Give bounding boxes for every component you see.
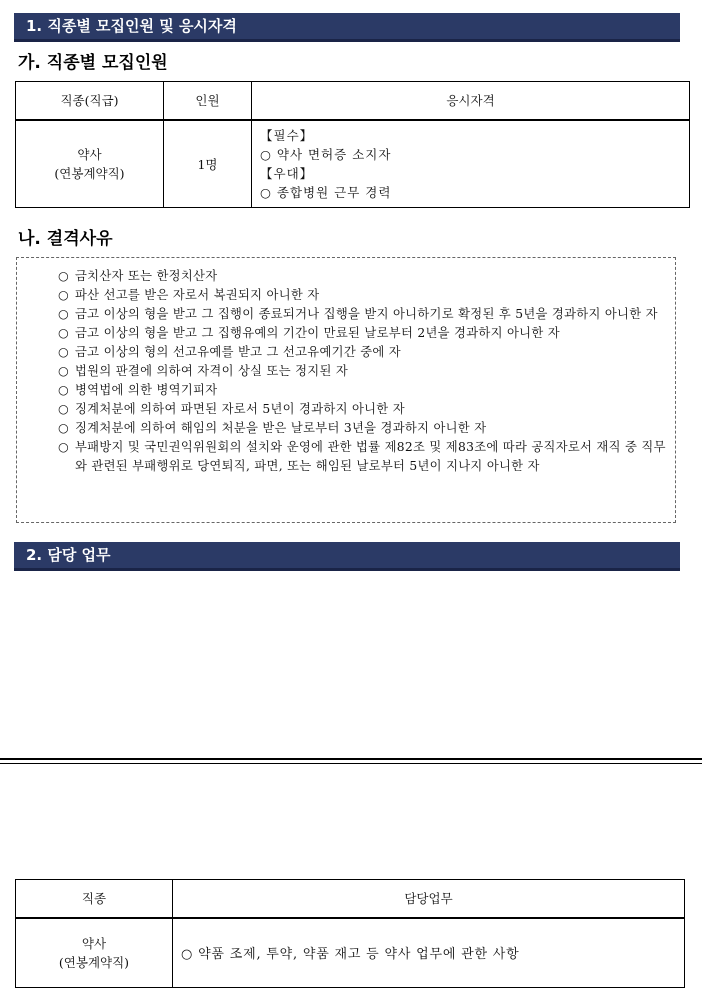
- page-break-rule-thin: [0, 763, 702, 764]
- count-cell: 1명: [164, 120, 252, 208]
- duty-cell: ○ 약품 조제, 투약, 약품 재고 등 약사 업무에 관한 사항: [173, 918, 685, 988]
- list-item: ○ 징계처분에 의하여 파면된 자로서 5년이 경과하지 아니한 자: [58, 402, 405, 416]
- list-item: ○ 징계처분에 의하여 해임의 처분을 받은 날로부터 3년을 경과하지 아니한 자: [58, 421, 487, 435]
- subsection-b-title: 나. 결격사유: [18, 229, 113, 249]
- required-item: ○ 약사 면허증 소지자: [260, 146, 392, 162]
- job-cell: [16, 120, 164, 208]
- header-duties: 담당업무: [173, 880, 685, 918]
- list-item: ○ 금고 이상의 형을 받고 그 집행이 종료되거나 집행을 받지 아니하기로 확정된 후 5년을 경과하지 아니한 자: [58, 307, 658, 321]
- required-label: 【필수】: [260, 127, 314, 143]
- section-2-heading: 2. 담당 업무: [14, 542, 680, 571]
- table-header-row: [16, 880, 685, 918]
- list-item: ○ 법원의 판결에 의하여 자격이 상실 또는 정지된 자: [58, 364, 349, 378]
- header-job: 직종: [16, 880, 173, 918]
- list-item: ○ 금고 이상의 형의 선고유예를 받고 그 선고유예기간 중에 자: [58, 345, 401, 359]
- preferred-item: ○ 종합병원 근무 경력: [260, 184, 392, 200]
- job-title: 약사: [81, 935, 107, 951]
- list-item: ○ 병역법에 의한 병역기피자: [58, 383, 218, 397]
- list-item: ○ 금고 이상의 형을 받고 그 집행유예의 기간이 만료된 날로부터 2년을 경과하지 아니한 자: [58, 326, 560, 340]
- list-item: ○ 파산 선고를 받은 자로서 복권되지 아니한 자: [58, 288, 320, 302]
- page-break-rule: [0, 758, 702, 760]
- list-item: ○ 부패방지 및 국민권익위원회의 설치와 운영에 관한 법률 제82조 및 제83조에 따라 공직자로서 재직 중 직무와 관련된 부패행위로 당연퇴직, 파면, 또는 해임된 날로부터 5년이 지나지 아니한 자: [58, 440, 666, 473]
- section-1-heading: 1. 직종별 모집인원 및 응시자격: [14, 13, 680, 42]
- preferred-label: 【우대】: [260, 165, 314, 181]
- job-cell: [16, 918, 173, 988]
- recruitment-table: [15, 81, 690, 208]
- duties-table: [15, 879, 685, 988]
- job-title: 약사: [77, 146, 102, 162]
- table-row: [16, 120, 690, 208]
- qualification-cell: [252, 120, 690, 208]
- table-header-row: [16, 82, 690, 120]
- header-count: 인원: [164, 82, 252, 120]
- subsection-a-title: 가. 직종별 모집인원: [18, 53, 168, 73]
- header-qualification: 응시자격: [252, 82, 690, 120]
- job-type: (연봉계약직): [58, 954, 130, 970]
- header-job: 직종(직급): [16, 82, 164, 120]
- table-row: [16, 918, 685, 988]
- list-item: ○ 금치산자 또는 한정치산자: [58, 269, 218, 283]
- disqualification-box: [16, 257, 676, 523]
- job-type: (연봉계약직): [54, 165, 125, 181]
- disqualification-list: [58, 267, 668, 476]
